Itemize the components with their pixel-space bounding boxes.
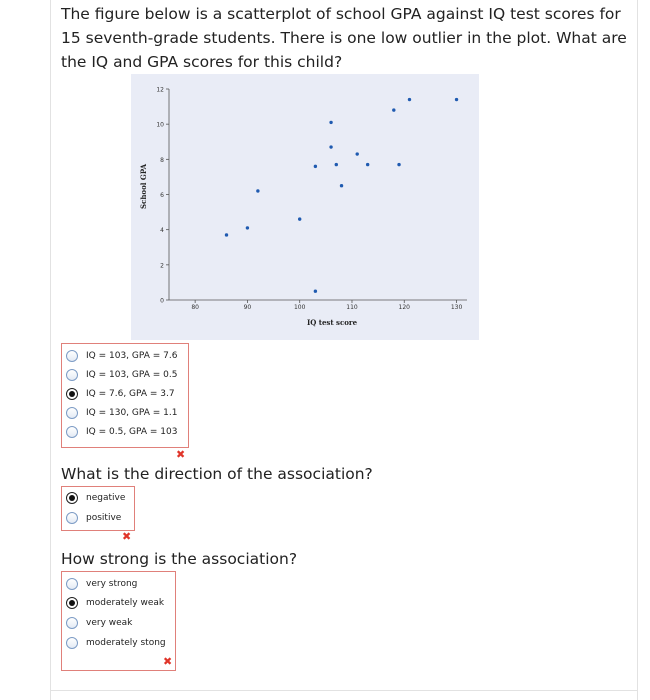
question-3-options [61,571,176,671]
radio-button-icon[interactable] [66,637,78,649]
content-frame-bottom-border [50,690,638,691]
radio-button-icon[interactable] [66,512,78,524]
data-point [314,165,317,168]
data-point [356,152,359,155]
incorrect-icon: ✖ [163,655,173,668]
incorrect-icon: ✖ [122,530,132,543]
y-tick-label: 12 [156,86,164,94]
data-point [246,226,249,229]
q3-option-3[interactable] [66,614,132,632]
y-axis-label: School GPA [139,163,148,210]
data-point [329,121,332,124]
data-point [329,145,332,148]
question-2-text: What is the direction of the association? [61,465,373,483]
y-tick-label: 4 [160,227,164,235]
q2-option-1-label: negative [86,493,126,503]
radio-button-icon[interactable] [66,426,78,438]
x-tick-label: 100 [293,304,306,311]
data-point [397,163,400,166]
q2-option-2-label: positive [86,513,122,523]
y-tick-label: 0 [160,297,164,305]
q3-option-2[interactable] [66,594,164,612]
x-tick-label: 110 [346,304,358,311]
q1-option-5[interactable] [66,423,177,441]
data-point [366,163,369,166]
q1-option-3[interactable] [66,385,175,403]
x-tick-label: 80 [191,304,199,311]
q1-option-2[interactable] [66,366,177,384]
question-3-text: How strong is the association? [61,550,298,568]
y-tick-label: 6 [160,192,164,199]
y-tick-label: 2 [160,262,164,270]
q3-option-4-label: moderately stong [86,638,166,648]
q3-option-1[interactable] [66,575,137,593]
y-tick-label: 10 [156,121,164,129]
radio-button-icon[interactable] [66,597,78,609]
content-frame-right-border [637,0,638,700]
content-frame-left-border [50,0,51,700]
y-tick-label: 8 [160,156,164,164]
q2-option-1[interactable] [66,489,125,507]
q3-option-1-label: very strong [86,579,138,589]
radio-button-icon[interactable] [66,492,78,504]
q3-option-4[interactable] [66,634,166,652]
data-point [314,290,317,293]
data-point [340,184,343,187]
q1-option-5-label: IQ = 0.5, GPA = 103 [86,427,178,437]
q3-option-3-label: very weak [86,618,133,628]
radio-button-icon[interactable] [66,350,78,362]
data-point [455,98,458,101]
question-1-text: The figure below is a scatterplot of school GPA against IQ test scores for 15 seventh-grade students. There is one low outlier in the plot. What are the IQ and GPA scores for this child? [61,5,627,71]
q3-option-2-label: moderately weak [86,598,165,608]
x-tick-label: 130 [450,304,463,311]
q1-option-4-label: IQ = 130, GPA = 1.1 [86,408,178,418]
data-point [408,98,411,101]
q1-option-1-label: IQ = 103, GPA = 7.6 [86,351,178,361]
radio-button-icon[interactable] [66,617,78,629]
data-point [225,233,228,236]
scatterplot [131,74,479,340]
radio-button-icon[interactable] [66,578,78,590]
radio-button-icon[interactable] [66,388,78,400]
x-tick-label: 90 [243,304,252,311]
data-point [298,217,301,220]
q1-option-1[interactable] [66,347,177,365]
incorrect-icon: ✖ [176,448,186,461]
data-point [392,108,395,111]
x-axis-label: IQ test score [306,318,358,327]
question-2-options [61,486,135,531]
q1-option-3-label: IQ = 7.6, GPA = 3.7 [86,389,175,399]
q1-option-2-label: IQ = 103, GPA = 0.5 [86,370,178,380]
data-point [335,163,338,166]
radio-button-icon[interactable] [66,369,78,381]
data-point [256,189,259,192]
q2-option-2[interactable] [66,509,121,527]
question-1-options [61,343,189,448]
scatterplot-svg [131,74,479,340]
x-tick-label: 120 [398,304,410,311]
q1-option-4[interactable] [66,404,177,422]
radio-button-icon[interactable] [66,407,78,419]
